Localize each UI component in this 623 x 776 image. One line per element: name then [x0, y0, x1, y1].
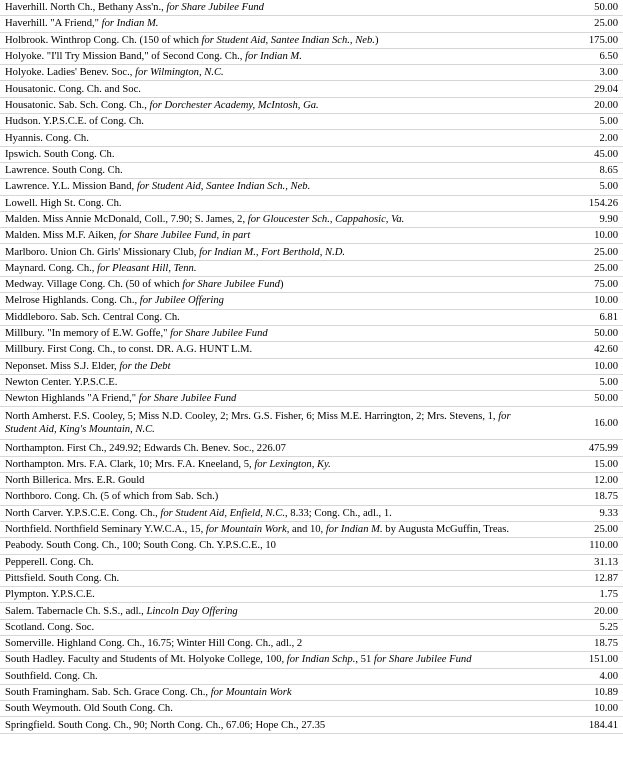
ledger-row-description: Maynard. Cong. Ch., for Pleasant Hill, Tenn.	[5, 262, 197, 274]
ledger-row-amount: 5.00	[599, 181, 618, 193]
ledger-row-description: Neponset. Miss S.J. Elder, for the Debt	[5, 360, 171, 372]
ledger-row-amount: 12.00	[594, 475, 618, 487]
ledger-row	[0, 310, 623, 326]
ledger-row	[0, 293, 623, 309]
ledger-row	[0, 163, 623, 179]
ledger-row-amount: 29.04	[594, 83, 618, 95]
ledger-row	[0, 587, 623, 603]
ledger-row	[0, 261, 623, 277]
ledger-row-description: South Framingham. Sab. Sch. Grace Cong. Ch., for Mountain Work	[5, 687, 292, 699]
ledger-row	[0, 669, 623, 685]
ledger-row-description: Lawrence. Y.L. Mission Band, for Student Aid, Santee Indian Sch., Neb.	[5, 181, 311, 193]
ledger-row-amount: 50.00	[594, 393, 618, 405]
ledger-row	[0, 506, 623, 522]
ledger-row	[0, 701, 623, 717]
ledger-row-description: Haverhill. "A Friend," for Indian M.	[5, 18, 159, 30]
ledger-row-description: Springfield. South Cong. Ch., 90; North Cong. Ch., 67.06; Hope Ch., 27.35	[5, 719, 326, 731]
ledger-row-description: South Weymouth. Old South Cong. Ch.	[5, 703, 173, 715]
ledger-row	[0, 522, 623, 538]
ledger-row	[0, 114, 623, 130]
ledger-row	[0, 342, 623, 358]
ledger-row-amount: 10.00	[594, 230, 618, 242]
ledger-row	[0, 359, 623, 375]
ledger-row-description: Hudson. Y.P.S.C.E. of Cong. Ch.	[5, 116, 144, 128]
ledger-row-amount: 10.89	[594, 687, 618, 699]
ledger-row-amount: 42.60	[594, 344, 618, 356]
ledger-row-amount: 8.65	[599, 165, 618, 177]
ledger-row-amount: 6.50	[599, 51, 618, 63]
ledger-row-description: Holbrook. Winthrop Cong. Ch. (150 of which for Student Aid, Santee Indian Sch., Neb.)	[5, 34, 379, 46]
ledger-row-description: Malden. Miss M.F. Aiken, for Share Jubilee Fund, in part	[5, 230, 251, 242]
ledger-row-amount: 50.00	[594, 328, 618, 340]
ledger-row-amount: 25.00	[594, 18, 618, 30]
ledger-row-description: Peabody. South Cong. Ch., 100; South Cong. Ch. Y.P.S.C.E., 10	[5, 540, 276, 552]
ledger-row-amount: 50.00	[594, 2, 618, 14]
ledger-row	[0, 228, 623, 244]
ledger-row-amount: 4.00	[599, 670, 618, 682]
ledger-row-description: Northampton. Mrs. F.A. Clark, 10; Mrs. F.A. Kneeland, 5, for Lexington, Ky.	[5, 458, 331, 470]
ledger-row-description: Haverhill. North Ch., Bethany Ass'n., for Share Jubilee Fund	[5, 2, 264, 14]
ledger-row-description: North Carver. Y.P.S.C.E. Cong. Ch., for Student Aid, Enfield, N.C., 8.33; Cong. Ch., adl., 1.	[5, 507, 392, 519]
ledger-row	[0, 717, 623, 733]
ledger-row	[0, 375, 623, 391]
ledger-row-amount: 5.00	[599, 376, 618, 388]
ledger-row-amount: 110.00	[589, 540, 618, 552]
ledger-row-amount: 10.00	[594, 703, 618, 715]
ledger-row-amount: 6.81	[599, 311, 618, 323]
ledger-row-amount: 12.87	[594, 572, 618, 584]
ledger-row	[0, 685, 623, 701]
ledger-row-description: Lawrence. South Cong. Ch.	[5, 165, 123, 177]
ledger-row-amount: 18.75	[594, 491, 618, 503]
ledger-row	[0, 49, 623, 65]
ledger-row-amount: 9.90	[599, 214, 618, 225]
ledger-row-description: South Hadley. Faculty and Students of Mt. Holyoke College, 100, for Indian Schp., 51 for Share Jubilee Fund	[5, 654, 472, 666]
ledger-row-amount: 20.00	[594, 99, 618, 111]
ledger-row-amount: 18.75	[594, 638, 618, 650]
ledger-row-amount: 151.00	[588, 654, 618, 666]
ledger-row	[0, 571, 623, 587]
ledger-row	[0, 391, 623, 407]
ledger-row-description: Northfield. Northfield Seminary Y.W.C.A., 15, for Mountain Work, and 10, for Indian M. by Augusta McGuffin, Treas.	[5, 524, 509, 536]
ledger-row-amount: 25.00	[594, 524, 618, 536]
ledger-row	[0, 130, 623, 146]
ledger-row-description: Newton Highlands "A Friend," for Share Jubilee Fund	[5, 393, 237, 405]
ledger-row	[0, 244, 623, 260]
ledger-row-amount: 20.00	[594, 605, 618, 617]
ledger-row-amount: 31.13	[594, 556, 618, 568]
ledger-row-description: Plympton. Y.P.S.C.E.	[5, 589, 95, 601]
ledger-row-description: Middleboro. Sab. Sch. Central Cong. Ch.	[5, 311, 180, 323]
ledger-row	[0, 33, 623, 49]
ledger-row-description: Marlboro. Union Ch. Girls' Missionary Club, for Indian M., Fort Berthold, N.D.	[5, 246, 346, 258]
ledger-row-amount: 16.00	[594, 417, 618, 429]
ledger-row-description: Melrose Highlands. Cong. Ch., for Jubilee Offering	[5, 295, 224, 307]
ledger-row	[0, 212, 623, 228]
ledger-row-description: Newton Center. Y.P.S.C.E.	[5, 376, 118, 388]
ledger-row-description: Housatonic. Cong. Ch. and Soc.	[5, 83, 141, 95]
ledger-row-description: Ipswich. South Cong. Ch.	[5, 148, 115, 160]
ledger-row-amount: 475.99	[588, 442, 618, 454]
ledger-row	[0, 636, 623, 652]
ledger-row-description: North Amherst. F.S. Cooley, 5; Miss N.D. Cooley, 2; Mrs. G.S. Fisher, 6; Miss M.E. Harrington, 2; Mrs. Stevens, 1, for Student Aid, King's Mountain, N.C.	[5, 411, 511, 436]
ledger-row	[0, 147, 623, 163]
ledger-row-description: Medway. Village Cong. Ch. (50 of which for Share Jubilee Fund)	[5, 279, 284, 291]
ledger-row-amount: 175.00	[588, 34, 618, 46]
ledger-row-description: Salem. Tabernacle Ch. S.S., adl., Lincoln Day Offering	[5, 605, 238, 617]
ledger-row-amount: 184.41	[588, 719, 618, 731]
ledger-row	[0, 196, 623, 212]
ledger-row	[0, 65, 623, 81]
ledger-row	[0, 16, 623, 32]
ledger-row-amount: 2.00	[599, 132, 618, 144]
ledger-row-description: Pittsfield. South Cong. Ch.	[5, 572, 120, 584]
ledger-row	[0, 440, 623, 456]
ledger-row-amount: 3.00	[599, 67, 618, 79]
ledger-row-amount: 25.00	[594, 262, 618, 274]
ledger-row	[0, 277, 623, 293]
ledger-row-description: Pepperell. Cong. Ch.	[5, 556, 94, 568]
ledger-row-amount: 5.25	[599, 621, 618, 633]
ledger-row-amount: 9.33	[599, 507, 618, 519]
ledger-row-description: Scotland. Cong. Soc.	[5, 621, 95, 633]
ledger-row	[0, 407, 623, 440]
ledger-row	[0, 489, 623, 505]
ledger-row-description: Northboro. Cong. Ch. (5 of which from Sab. Sch.)	[5, 491, 219, 503]
ledger-row	[0, 457, 623, 473]
ledger-row-description: Holyoke. "I'll Try Mission Band," of Second Cong. Ch., for Indian M.	[5, 51, 302, 63]
ledger-row	[0, 555, 623, 571]
ledger-row	[0, 326, 623, 342]
ledger-row-description: Millbury. "In memory of E.W. Goffe," for Share Jubilee Fund	[5, 328, 268, 340]
ledger-row	[0, 538, 623, 554]
ledger-row-description: Housatonic. Sab. Sch. Cong. Ch., for Dorchester Academy, McIntosh, Ga.	[5, 99, 319, 111]
ledger-row-amount: 10.00	[594, 295, 618, 307]
ledger-row-amount: 10.00	[594, 360, 618, 372]
ledger-row-amount: 25.00	[594, 246, 618, 258]
ledger-row-amount: 75.00	[594, 279, 618, 291]
ledger-row	[0, 0, 623, 16]
ledger-row-amount: 154.26	[588, 197, 618, 209]
ledger-row	[0, 473, 623, 489]
ledger-row-description: Holyoke. Ladies' Benev. Soc., for Wilmington, N.C.	[5, 67, 224, 79]
ledger-row-amount: 45.00	[594, 148, 618, 160]
ledger-row-description: Somerville. Highland Cong. Ch., 16.75; Winter Hill Cong. Ch., adl., 2	[5, 638, 303, 650]
ledger-row	[0, 81, 623, 97]
ledger-row	[0, 179, 623, 195]
ledger-row-description: Northampton. First Ch., 249.92; Edwards Ch. Benev. Soc., 226.07	[5, 442, 286, 454]
ledger-row	[0, 652, 623, 668]
ledger-row-description: Millbury. First Cong. Ch., to const. DR. A.G. HUNT L.M.	[5, 344, 253, 356]
ledger-row-description: Southfield. Cong. Ch.	[5, 670, 98, 682]
ledger-row-description: Hyannis. Cong. Ch.	[5, 132, 89, 144]
ledger-row	[0, 620, 623, 636]
ledger-row	[0, 98, 623, 114]
ledger-row-description: North Billerica. Mrs. E.R. Gould	[5, 475, 145, 487]
ledger-row	[0, 603, 623, 619]
ledger-row-amount: 5.00	[599, 116, 618, 128]
ledger-row-description: Lowell. High St. Cong. Ch.	[5, 197, 122, 209]
ledger-row-description: Malden. Miss Annie McDonald, Coll., 7.90; S. James, 2, for Gloucester Sch., Cappahosic, Va.	[5, 214, 405, 225]
ledger-row-amount: 1.75	[599, 589, 618, 601]
ledger-row-amount: 15.00	[594, 458, 618, 470]
